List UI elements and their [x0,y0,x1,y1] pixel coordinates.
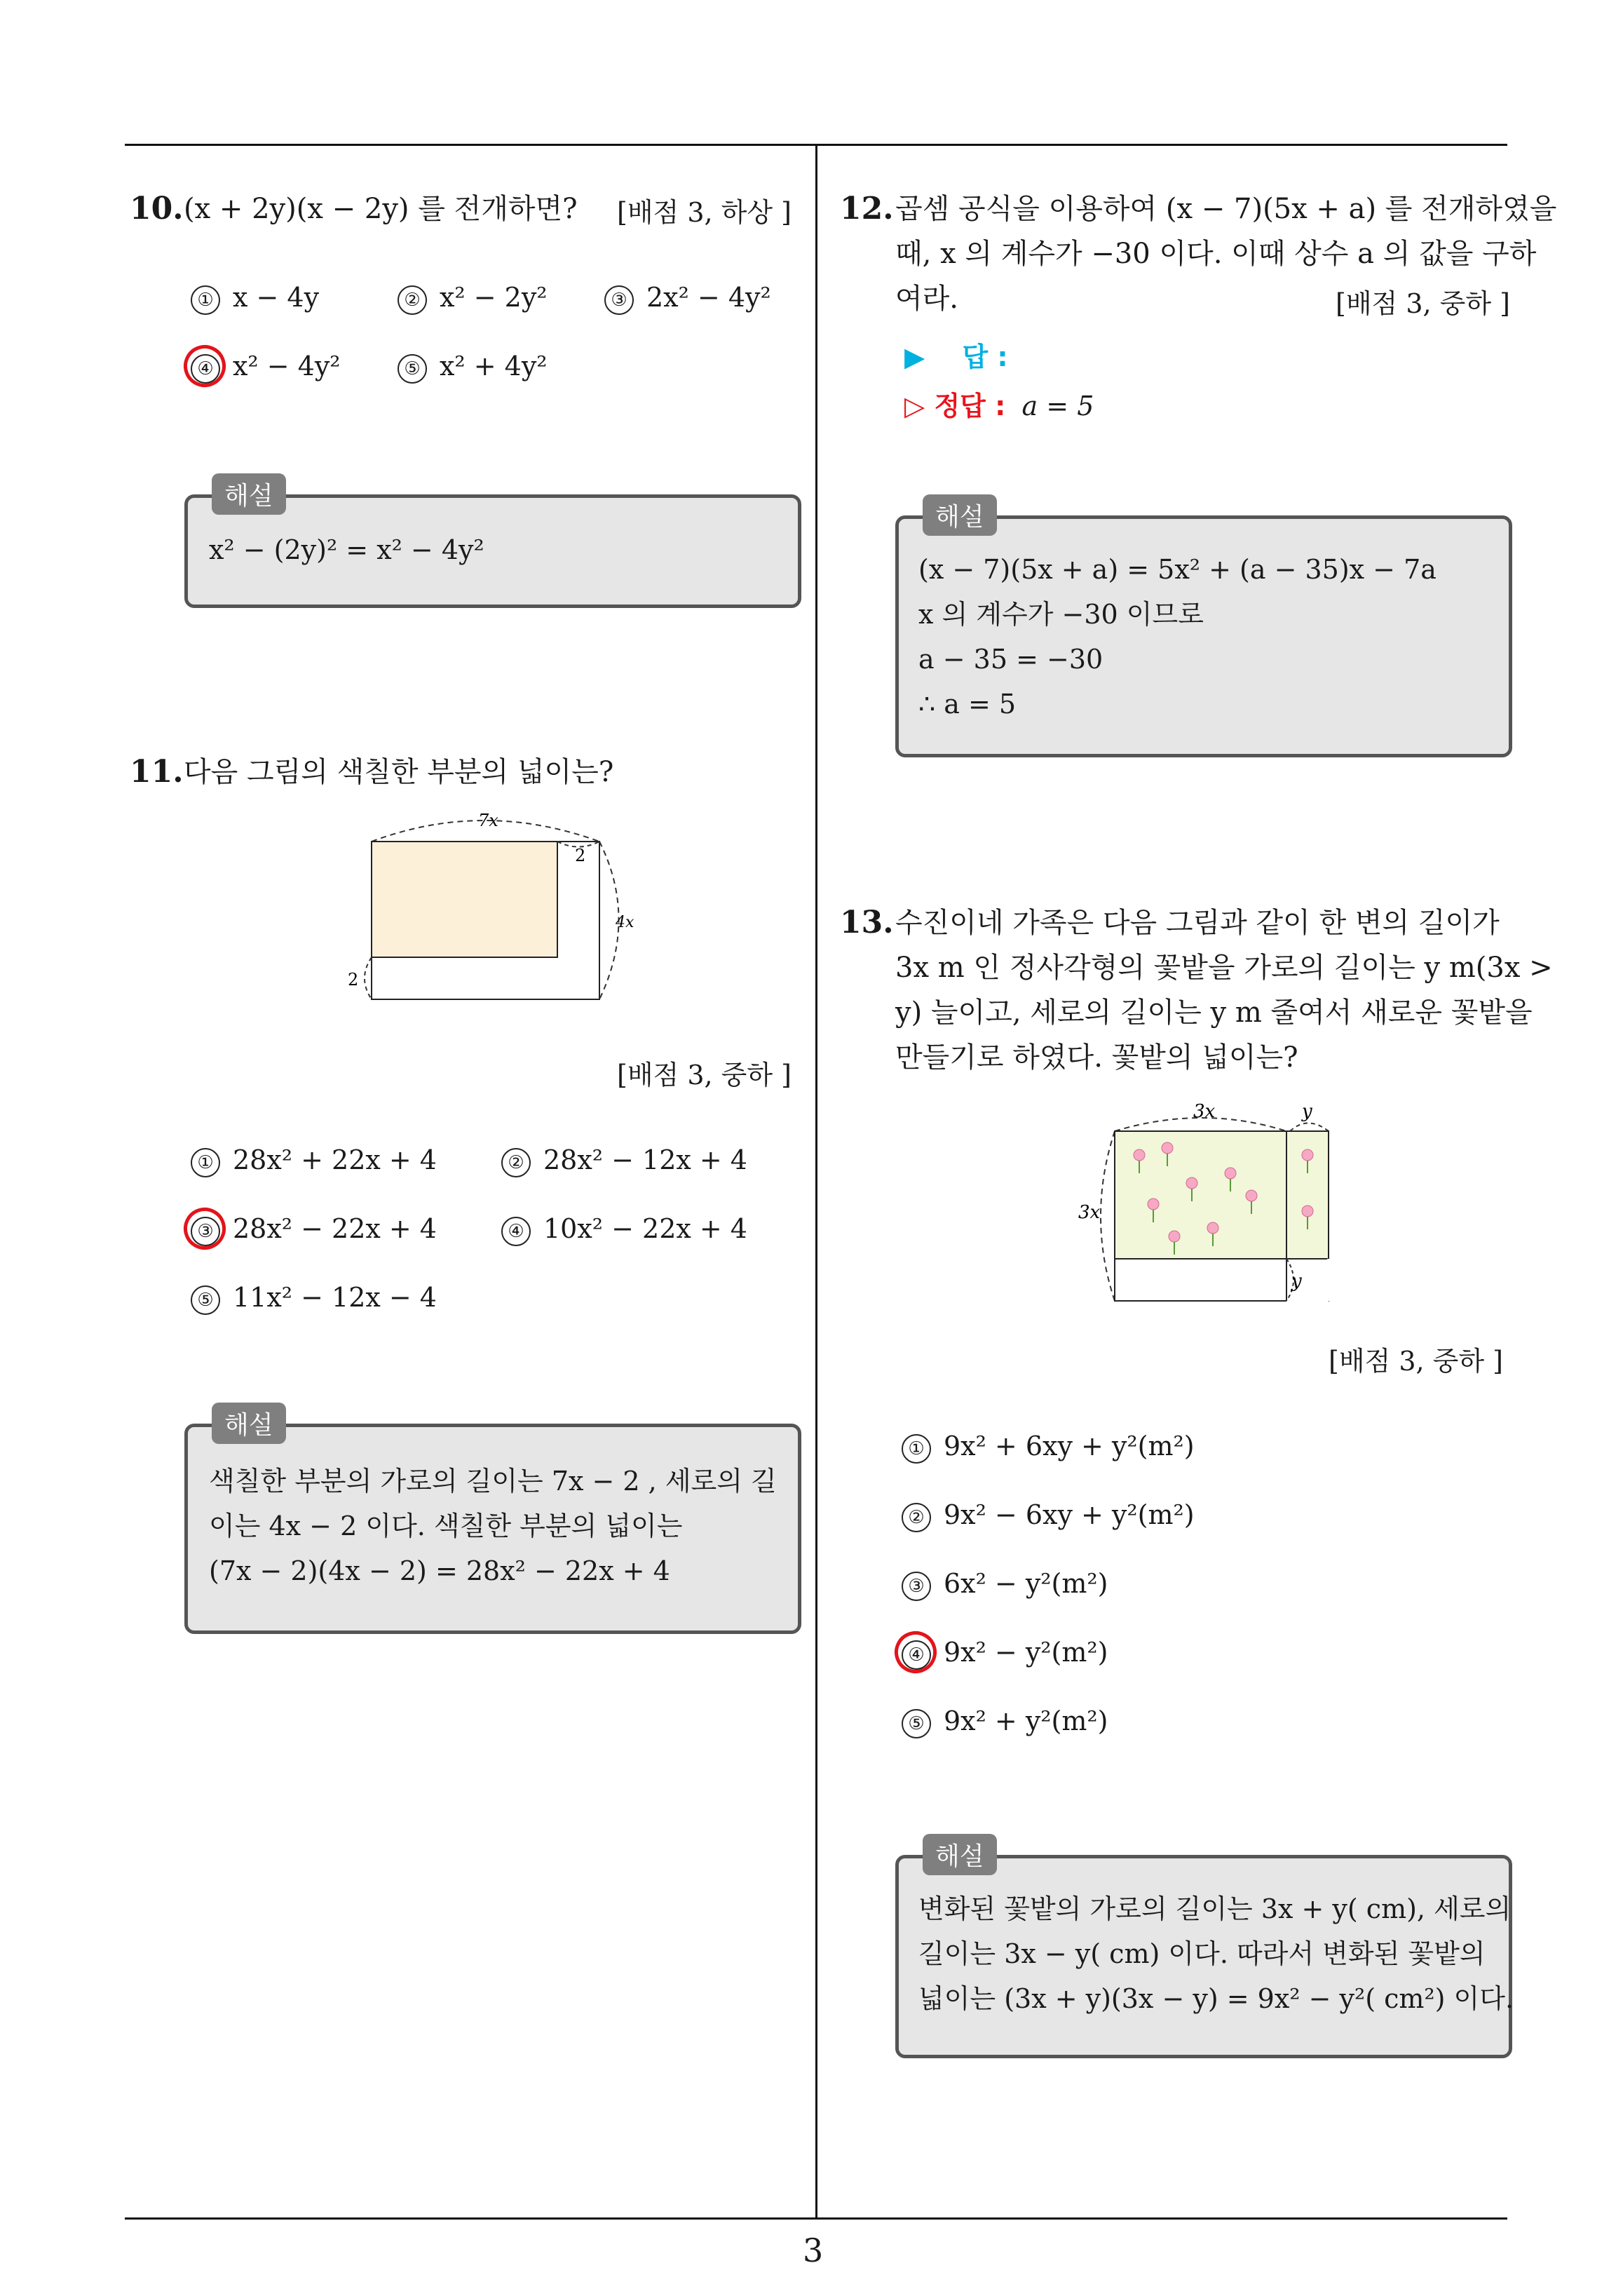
q10-option-2[interactable] [398,282,548,315]
column-divider [815,144,817,2220]
option-mark: ② [398,285,427,315]
q12-answer-label: 답 : [962,342,1008,372]
q13-option-1[interactable] [902,1431,1195,1464]
q11-label-left: 2 [348,970,359,990]
q13-option-5[interactable] [902,1706,1108,1738]
q11-figure [344,806,652,1017]
page-number: 3 [803,2231,824,2269]
q11-score: [배점 3, 중하 ] [617,1060,792,1090]
q13-option-3[interactable] [902,1568,1108,1601]
q12-answer-row[interactable] [904,335,1008,374]
option-text: 28x² − 22x + 4 [233,1213,437,1244]
bottom-rule [125,2217,1507,2220]
option-mark: ④ [902,1640,931,1670]
q11-option-5[interactable] [191,1282,437,1315]
q12-line-2: 때, x 의 계수가 −30 이다. 이때 상수 a 의 값을 구하 [895,238,1537,270]
q11-explain-line-3: (7x − 2)(4x − 2) = 28x² − 22x + 4 [209,1555,670,1586]
option-text: 28x² + 22x + 4 [233,1144,437,1175]
q12-explain-tag: 해설 [923,494,997,536]
q11-option-4[interactable] [501,1213,747,1246]
option-mark: ⑤ [398,354,427,384]
q11-text: 다음 그림의 색칠한 부분의 넓이는? [184,756,614,788]
option-mark: ① [191,285,220,315]
q13-explain-line-3: 넓이는 (3x + y)(3x − y) = 9x² − y²( cm²) 이다. [918,1983,1514,2014]
option-text: 11x² − 12x − 4 [233,1282,437,1313]
option-text: 9x² − y²(m²) [944,1637,1108,1668]
q10-score: [배점 3, 하상 ] [617,197,792,228]
option-mark: ① [902,1434,931,1464]
q12-correct-label: 정답 : [934,391,1006,421]
q12-score: [배점 3, 중하 ] [1336,288,1510,319]
q10-option-3[interactable] [604,282,771,315]
q11-explain-line-2: 이는 4x − 2 이다. 색칠한 부분의 넓이는 [209,1511,683,1541]
q12-explain-line-2: x 의 계수가 −30 이므로 [918,599,1204,630]
q10-number: 10. [130,191,184,227]
q11-label-corner: 2 [575,846,586,865]
q10-option-5[interactable] [398,351,548,384]
option-mark: ② [902,1503,931,1532]
q13-line-1: 수진이네 가족은 다음 그림과 같이 한 변의 길이가 [895,907,1500,939]
q12-correct-value: a = 5 [1021,391,1094,421]
hollow-arrow-icon: ▷ [904,391,925,421]
q11-number: 11. [130,754,184,790]
q12-correct-row [904,384,1094,423]
q13-number: 13. [840,905,894,940]
q11-label-top: 7x [478,811,498,830]
q11-answer-circle [178,1202,232,1256]
q10-explain-text: x² − (2y)² = x² − 4y² [209,534,484,565]
option-mark: ① [191,1148,220,1177]
option-text: 2x² − 4y² [646,282,771,313]
q12-number: 12. [840,191,894,227]
q10-answer-circle [178,339,232,393]
q11-explain-tag: 해설 [212,1403,286,1444]
option-mark: ④ [191,354,220,384]
option-mark: ⑤ [191,1285,220,1315]
q13-label-top: 3x [1193,1101,1216,1122]
option-text: 6x² − y²(m²) [944,1568,1108,1599]
q13-explain-line-2: 길이는 3x − y( cm) 이다. 따라서 변화된 꽃밭의 [918,1938,1486,1969]
q10-text: (x + 2y)(x − 2y) 를 전개하면? [184,193,578,225]
option-text: 9x² + 6xy + y²(m²) [944,1431,1195,1461]
option-text: 9x² − 6xy + y²(m²) [944,1499,1195,1530]
q13-line-3: y) 늘이고, 세로의 길이는 y m 줄여서 새로운 꽃밭을 [895,997,1533,1029]
q12-line-3: 여라. [895,283,958,315]
q11-explain-line-1: 색칠한 부분의 가로의 길이는 7x − 2 , 세로의 길 [209,1466,777,1497]
q12-line-1: 곱셈 공식을 이용하여 (x − 7)(5x + a) 를 전개하였을 [895,193,1557,225]
option-mark: ③ [604,285,634,315]
q11-option-1[interactable] [191,1144,437,1177]
option-text: x² − 2y² [440,282,548,313]
option-text: x − 4y [233,282,320,313]
q13-figure [1073,1090,1353,1308]
q13-line-2: 3x m 인 정사각형의 꽃밭을 가로의 길이는 y m(3x > [895,952,1553,984]
q13-score: [배점 3, 중하 ] [1329,1346,1503,1377]
option-text: 28x² − 12x + 4 [543,1144,747,1175]
q11-option-2[interactable] [501,1144,747,1177]
play-arrow-icon: ▶ [904,342,925,372]
q13-explain-line-1: 변화된 꽃밭의 가로의 길이는 3x + y( cm), 세로의 [918,1893,1512,1924]
option-mark: ⑤ [902,1709,931,1738]
option-text: 9x² + y²(m²) [944,1706,1108,1736]
q11-option-3[interactable] [191,1213,437,1246]
option-mark: ③ [191,1217,220,1246]
option-mark: ② [501,1148,531,1177]
q13-option-2[interactable] [902,1499,1195,1532]
q13-label-top-right: y [1302,1101,1312,1122]
option-mark: ④ [501,1217,531,1246]
q13-explain-tag: 해설 [923,1834,997,1875]
q13-line-4: 만들기로 하였다. 꽃밭의 넓이는? [895,1041,1298,1074]
q12-explain-line-3: a − 35 = −30 [918,644,1103,675]
q12-explain-line-1: (x − 7)(5x + a) = 5x² + (a − 35)x − 7a [918,554,1437,585]
q11-label-side: 4x [616,914,634,931]
q13-label-bottom-right: y [1291,1271,1302,1292]
q13-answer-circle [889,1626,943,1680]
option-text: x² − 4y² [233,351,341,381]
option-text: 10x² − 22x + 4 [543,1213,747,1244]
option-text: x² + 4y² [440,351,548,381]
q12-explain-line-4: ∴ a = 5 [918,689,1017,720]
q10-explain-tag: 해설 [212,473,286,515]
q10-option-1[interactable] [191,282,319,315]
q13-label-left: 3x [1078,1202,1101,1223]
option-mark: ③ [902,1572,931,1601]
